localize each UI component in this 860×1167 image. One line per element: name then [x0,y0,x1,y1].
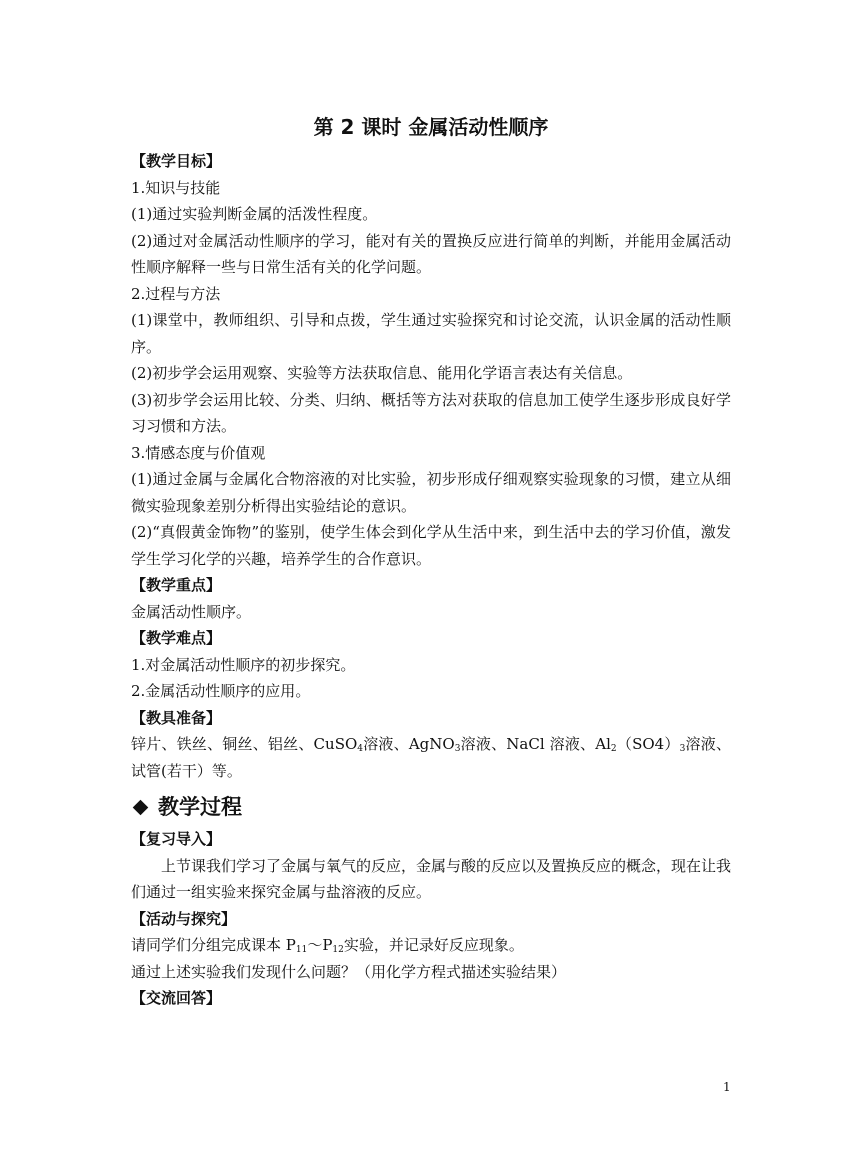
equipment-text [131,731,731,784]
objective-section-3: 3.情感态度与价值观 [131,443,266,462]
equipment-text-2: 溶液、AgNO [363,735,455,753]
exchange-heading: 【交流回答】 [131,989,222,1007]
diamond-bullet-icon [133,799,149,815]
activity-sub-2: 12 [332,945,344,955]
activity-text-b: ～P [307,936,333,954]
equipment-heading: 【教具准备】 [131,708,222,727]
equipment-sub-2: 3 [454,744,461,754]
page-title: 第 2 课时 金属活动性顺序 [313,115,549,139]
objective-2-3: (3)初步学会运用比较、分类、归纳、概括等方法对获取的信息加工使学生逐步形成良好学习习惯和方法。 [131,390,731,435]
key-point-text: 金属活动性顺序。 [131,602,252,621]
objective-3-1: (1)通过金属与金属化合物溶液的对比实验，初步形成仔细观察实验现象的习惯，建立从细微实验现象差别分析得出实验结论的意识。 [131,470,731,515]
objectives-heading: 【教学目标】 [131,152,222,170]
equipment-sub-4: 3 [679,744,686,754]
equipment-text-5: 溶液、试管(若干）等。 [131,735,731,780]
equipment-text-3: 溶液、NaCl 溶液、Al [460,735,611,753]
objective-1-1: (1)通过实验判断金属的活泼性程度。 [131,205,378,223]
difficulty-item-2: 2.金属活动性顺序的应用。 [131,682,311,700]
process-section-title [129,790,731,824]
activity-heading: 【活动与探究】 [131,909,237,928]
objective-2-2: (2)初步学会运用观察、实验等方法获取信息、能用化学语言表达有关信息。 [131,364,633,382]
activity-text-c: 实验，并记录好反应现象。 [343,936,524,954]
key-point-heading: 【教学重点】 [131,576,222,594]
difficulty-item-1: 1.对金属活动性顺序的初步探究。 [131,655,356,674]
activity-line-2: 通过上述实验我们发现什么问题？（用化学方程式描述实验结果） [131,962,567,981]
equipment-text-4: （SO4） [616,735,680,753]
objective-2-1: (1)课堂中，教师组织、引导和点拨，学生通过实验探究和讨论交流，认识金属的活动性顺序。 [131,311,731,356]
process-title: 教学过程 [158,795,242,819]
objective-3-2: (2)“真假黄金饰物”的鉴别，使学生体会到化学从生活中来，到生活中去的学习价值，激发学生学习化学的兴趣，培养学生的合作意识。 [131,523,731,568]
equipment-sub-1: 4 [357,744,363,754]
difficulty-heading: 【教学难点】 [131,629,222,647]
page-number: 1 [723,1080,731,1094]
activity-sub-1: 11 [295,945,308,955]
objective-section-1: 1.知识与技能 [131,178,221,197]
review-heading: 【复习导入】 [131,830,222,848]
document-page [131,112,731,1012]
objective-1-2: (2)通过对金属活动性顺序的学习，能对有关的置换反应进行简单的判断，并能用金属活动性顺序解释一些与日常生活有关的化学问题。 [131,231,731,276]
activity-line-1 [131,932,731,959]
equipment-text-1: 锌片、铁丝、铜丝、铝丝、CuSO [131,735,358,753]
equipment-sub-3: 2 [610,744,617,754]
activity-text-a: 请同学们分组完成课本 P [131,936,296,954]
objective-section-2: 2.过程与方法 [131,284,221,303]
review-text: 上节课我们学习了金属与氧气的反应，金属与酸的反应以及置换反应的概念，现在让我们通过一组实验来探究金属与盐溶液的反应。 [131,856,732,901]
